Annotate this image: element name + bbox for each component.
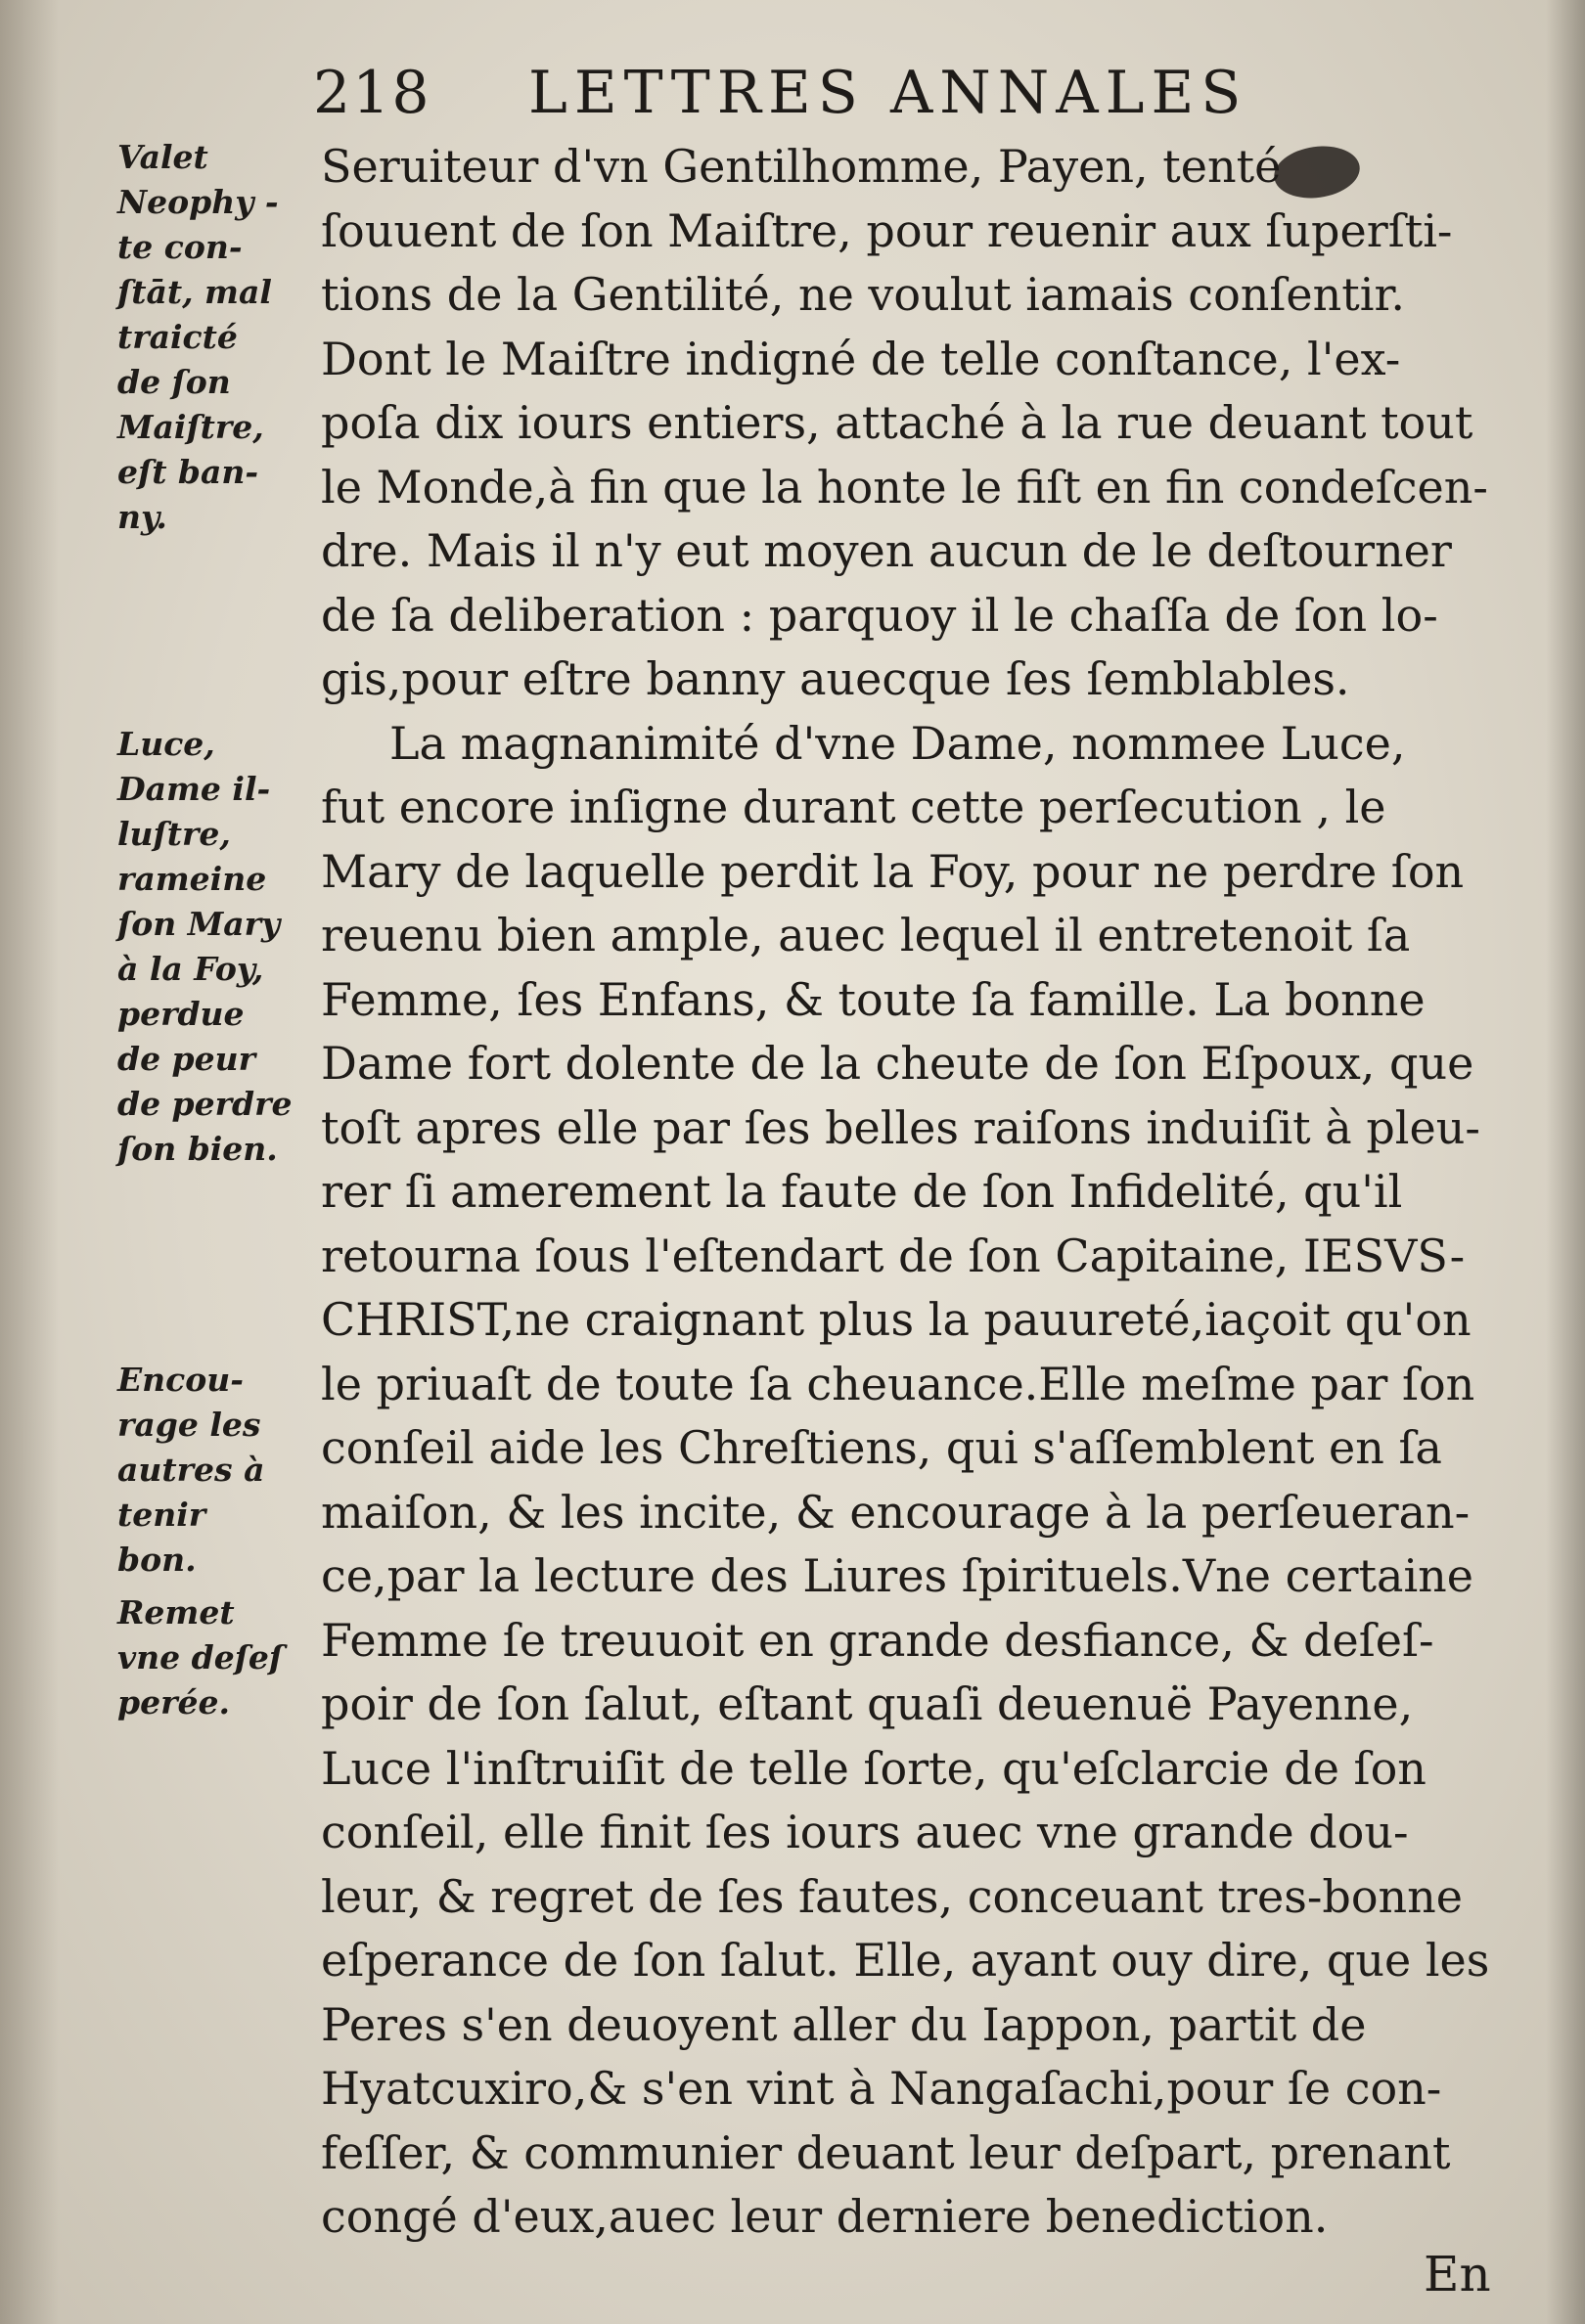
text-line: Hyatcuxiro,& s'en vint à Nangaſachi,pour ſe con- bbox=[321, 2062, 1442, 2115]
margin-note-line: bon. bbox=[117, 1541, 197, 1579]
paragraph-start-line: La magnanimité d'vne Dame, nommee Luce, bbox=[389, 716, 1406, 770]
margin-note-line: de peur bbox=[117, 1040, 256, 1078]
text-line: Mary de laquelle perdit la Foy, pour ne perdre ſon bbox=[321, 844, 1465, 898]
text-line: tions de la Gentilité, ne voulut iamais conſentir. bbox=[321, 268, 1406, 321]
margin-note-line: Luce, bbox=[117, 725, 215, 763]
text-line: rer ſi amerement la faute de ſon Infidelité, qu'il bbox=[321, 1165, 1403, 1218]
text-line: eſperance de ſon ſalut. Elle, ayant ouy dire, que les bbox=[321, 1934, 1490, 1987]
margin-note-line: de perdre bbox=[117, 1085, 293, 1123]
margin-note-line: ſon Mary bbox=[117, 905, 281, 943]
text-line: le priuaſt de toute ſa cheuance.Elle meſme par ſon bbox=[321, 1357, 1475, 1410]
text-line: congé d'eux,auec leur derniere benediction. bbox=[321, 2190, 1329, 2243]
margin-note-line: ny. bbox=[117, 498, 167, 536]
margin-note-line: te con- bbox=[117, 228, 243, 266]
running-title: LETTRES ANNALES bbox=[528, 59, 1248, 127]
margin-note-line: à la Foy, bbox=[117, 950, 264, 988]
page-number: 218 bbox=[313, 59, 431, 127]
text-line: ſouuent de ſon Maiſtre, pour reuenir aux ſuperſti- bbox=[321, 203, 1453, 257]
margin-note-line: autres à bbox=[117, 1451, 265, 1489]
text-line: Peres s'en deuoyent aller du Iappon, partit de bbox=[321, 1997, 1367, 2051]
page-header bbox=[313, 54, 1311, 132]
text-line: ce,par la lecture des Liures ſpirituels.Vne certaine bbox=[321, 1549, 1474, 1602]
text-line: retourna ſous l'eſtendart de ſon Capitaine, IESVS- bbox=[321, 1229, 1466, 1282]
text-line: gis,pour eſtre banny auecque ſes ſemblables. bbox=[321, 652, 1350, 705]
margin-note-line: rage les bbox=[117, 1406, 261, 1444]
margin-note-line: luſtre, bbox=[117, 815, 231, 853]
margin-note-line: ſon bien. bbox=[117, 1130, 278, 1168]
text-line: feſſer, & communier deuant leur deſpart, prenant bbox=[321, 2125, 1451, 2179]
margin-note-line: Remet bbox=[117, 1593, 235, 1631]
margin-note-valet bbox=[117, 135, 313, 540]
margin-note-line: de ſon bbox=[117, 363, 231, 401]
text-line: fut encore inſigne durant cette perſecution , le bbox=[321, 781, 1386, 833]
text-line: maiſon, & les incite, & encourage à la perſeueran- bbox=[321, 1485, 1471, 1539]
text-line: toſt apres elle par ſes belles raiſons induiſit à pleu- bbox=[321, 1100, 1480, 1154]
text-line: conſeil aide les Chreſtiens, qui s'aſſemblent en ſa bbox=[321, 1421, 1442, 1474]
text-line: Seruiteur d'vn Gentilhomme, Payen, tenté bbox=[321, 140, 1282, 193]
margin-note-line: tenir bbox=[117, 1496, 206, 1534]
text-line: CHRIST,ne craignant plus la pauureté,iaçoit qu'on bbox=[321, 1293, 1472, 1346]
text-line: reuenu bien ample, auec lequel il entretenoit ſa bbox=[321, 909, 1411, 961]
text-line: Dame fort dolente de la cheute de ſon Eſpoux, que bbox=[321, 1037, 1474, 1090]
margin-note-line: Encou- bbox=[117, 1361, 244, 1399]
margin-note-line: eſt ban- bbox=[117, 453, 259, 491]
margin-note-remet bbox=[117, 1590, 313, 1725]
margin-note-line: perée. bbox=[117, 1683, 230, 1721]
margin-note-line: perdue bbox=[117, 995, 245, 1033]
text-line: Luce l'inſtruiſit de telle ſorte, qu'eſclarcie de ſon bbox=[321, 1741, 1426, 1795]
catchword: En bbox=[1424, 2246, 1491, 2302]
body-text bbox=[321, 135, 1510, 2250]
text-line: poſa dix iours entiers, attaché à la rue deuant tout bbox=[321, 396, 1473, 449]
text-line: de ſa deliberation : parquoy il le chaſſa de ſon lo- bbox=[321, 588, 1438, 642]
margin-note-line: Maiſtre, bbox=[117, 408, 264, 446]
text-line: conſeil, elle finit ſes iours auec vne grande dou- bbox=[321, 1806, 1409, 1858]
margin-note-encourage bbox=[117, 1358, 313, 1583]
margin-note-line: traicté bbox=[117, 318, 238, 356]
margin-note-luce bbox=[117, 722, 313, 1172]
margin-note-line: Dame il- bbox=[117, 770, 271, 808]
text-line: Dont le Maiſtre indigné de telle conſtance, l'ex- bbox=[321, 332, 1401, 385]
text-line: le Monde,à fin que la honte le fiſt en fin condeſcen- bbox=[321, 460, 1488, 514]
text-line: Femme ſe treuuoit en grande desfiance, & deſeſ- bbox=[321, 1613, 1434, 1667]
margin-note-line: Valet bbox=[117, 138, 208, 176]
margin-note-line: vne deſeſ bbox=[117, 1638, 284, 1676]
text-line: Femme, ſes Enfans, & toute ſa famille. La bonne bbox=[321, 972, 1426, 1026]
text-line: poir de ſon ſalut, eſtant quaſi deuenuë Payenne, bbox=[321, 1677, 1414, 1730]
text-line: dre. Mais il n'y eut moyen aucun de le deſtourner bbox=[321, 524, 1452, 577]
margin-note-line: Neophy - bbox=[117, 183, 279, 221]
text-line: leur, & regret de ſes fautes, conceuant tres-bonne bbox=[321, 1869, 1464, 1923]
margin-note-line: rameine bbox=[117, 860, 267, 898]
margin-note-line: ſtāt, mal bbox=[117, 273, 272, 311]
